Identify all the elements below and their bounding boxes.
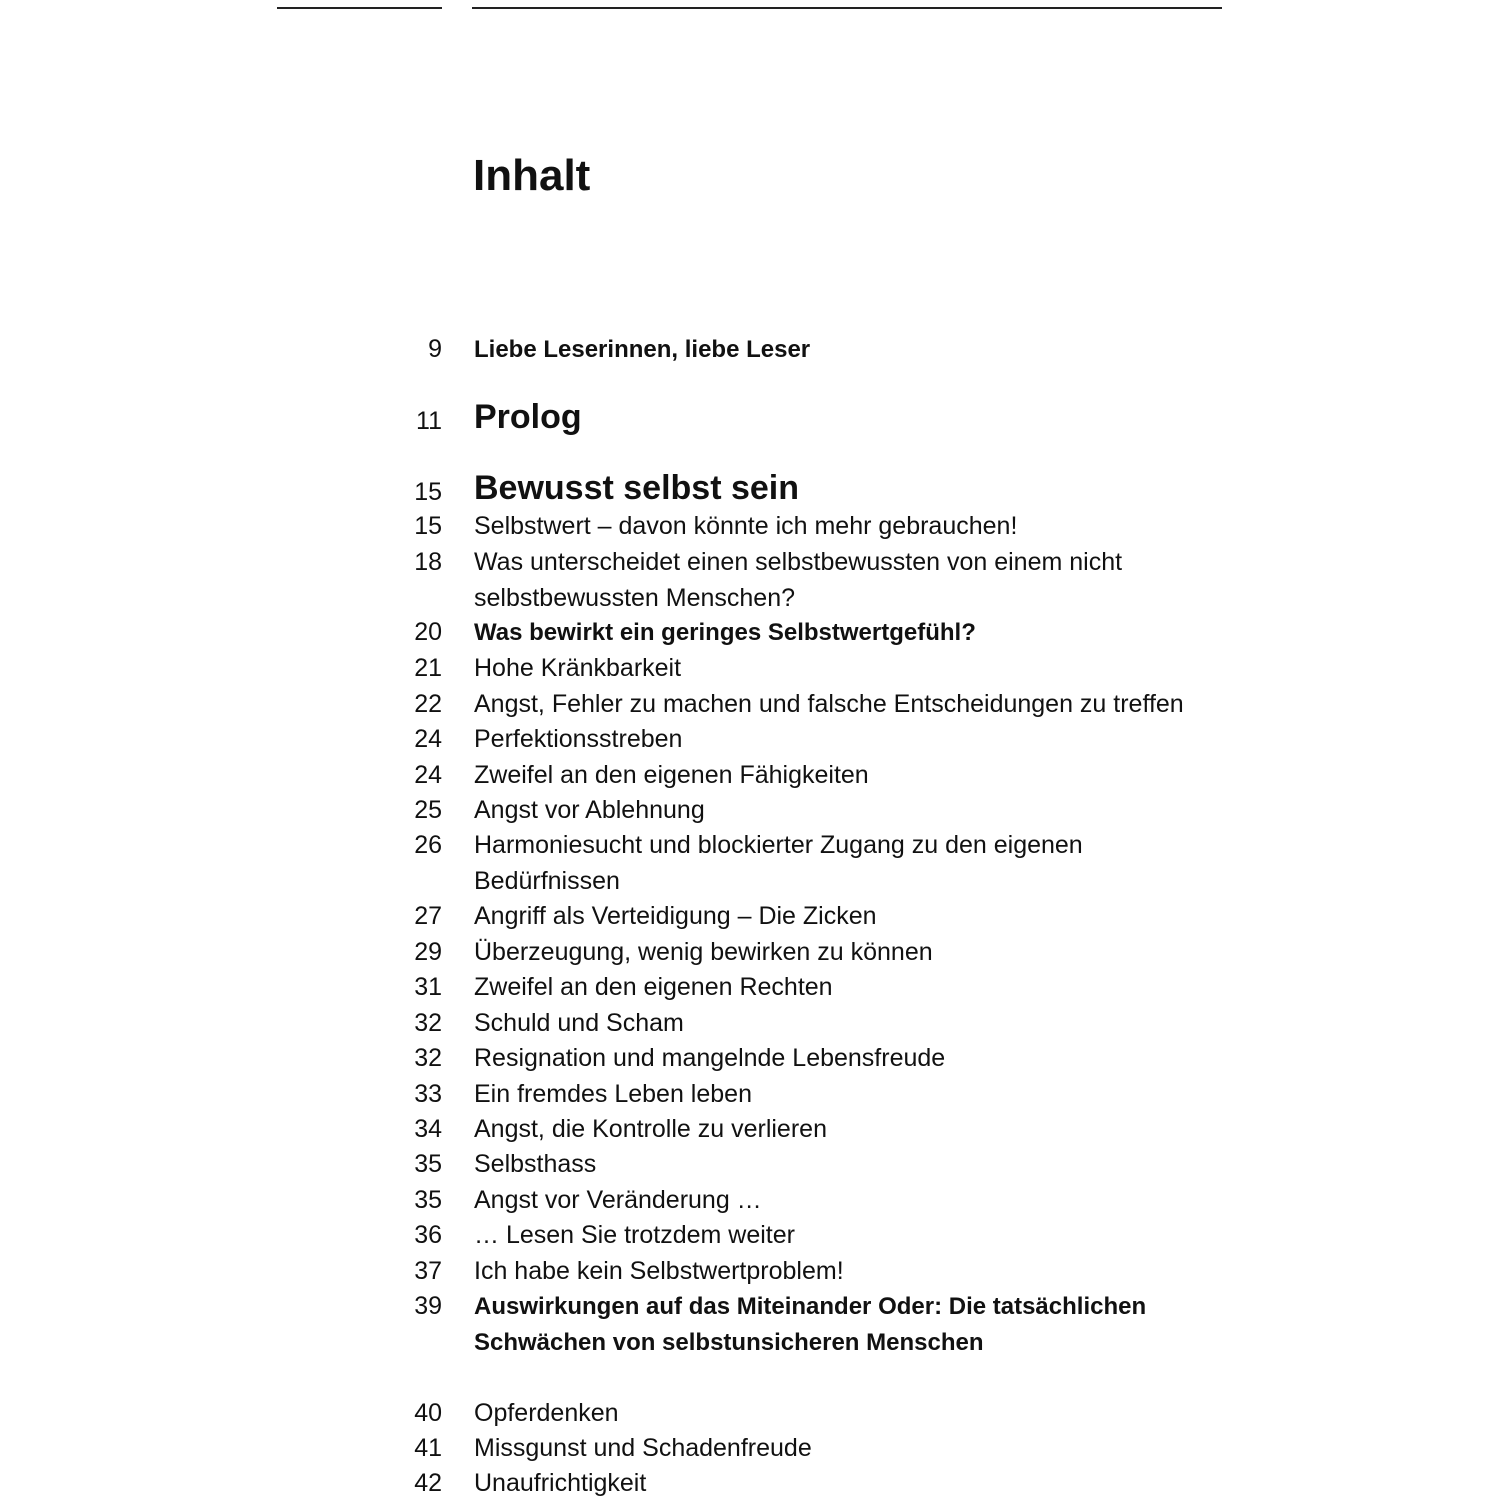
- toc-entry-title: Zweifel an den eigenen Fähigkeiten: [474, 761, 869, 789]
- toc-entry-title: … Lesen Sie trotzdem weiter: [474, 1221, 795, 1249]
- toc-page-number: 24: [414, 725, 442, 753]
- toc-page-number: 32: [414, 1009, 442, 1037]
- toc-entry-title: Angst, Fehler zu machen und falsche Entscheidungen zu treffen: [474, 690, 1184, 718]
- toc-entry-title: Ich habe kein Selbstwertproblem!: [474, 1257, 844, 1285]
- page-title: Inhalt: [473, 151, 591, 200]
- toc-entry-title: Missgunst und Schadenfreude: [474, 1434, 812, 1462]
- toc-page-number: 31: [414, 973, 442, 1001]
- toc-entry-title: Zweifel an den eigenen Rechten: [474, 973, 833, 1001]
- toc-page-number: 15: [414, 478, 442, 506]
- toc-page-number: 20: [414, 618, 442, 646]
- toc-page-number: 32: [414, 1044, 442, 1072]
- header-rule-left: [277, 7, 442, 9]
- toc-page-number: 33: [414, 1080, 442, 1108]
- toc-entry-title: Selbstwert – davon könnte ich mehr gebrauchen!: [474, 512, 1018, 540]
- toc-entry-title: Angst vor Veränderung …: [474, 1186, 762, 1214]
- toc-page-number: 39: [414, 1292, 442, 1320]
- toc-page-number: 41: [414, 1434, 442, 1462]
- toc-page-number: 27: [414, 902, 442, 930]
- toc-entry-title: Bewusst selbst sein: [474, 469, 800, 507]
- toc-entry-title: Unaufrichtigkeit: [474, 1469, 647, 1497]
- toc-entry-title: Überzeugung, wenig bewirken zu können: [474, 938, 933, 966]
- toc-page-number: 25: [414, 796, 442, 824]
- toc-entry-title: Angst, die Kontrolle zu verlieren: [474, 1115, 827, 1143]
- toc-page-number: 26: [414, 831, 442, 859]
- toc-page-number: 35: [414, 1150, 442, 1178]
- toc-page-number: 24: [414, 761, 442, 789]
- toc-page-number: 15: [414, 512, 442, 540]
- toc-page-number: 35: [414, 1186, 442, 1214]
- header-rule-right: [472, 7, 1222, 9]
- toc-entry-title: Perfektionsstreben: [474, 725, 683, 753]
- toc-page-number: 18: [414, 548, 442, 576]
- toc-page-number: 42: [414, 1469, 442, 1497]
- toc-entry-title: Was unterscheidet einen selbstbewussten von einem nicht selbstbewussten Menschen?: [474, 548, 1123, 612]
- toc-page-number: 9: [428, 335, 442, 363]
- toc-page-number: 37: [414, 1257, 442, 1285]
- toc-entry-title: Resignation und mangelnde Lebensfreude: [474, 1044, 946, 1072]
- toc-entry-title: Schuld und Scham: [474, 1009, 684, 1037]
- toc-entry-title: Auswirkungen auf das Miteinander Oder: Die tatsächlichen Schwächen von selbstunsicheren Menschen: [474, 1293, 1147, 1356]
- toc-entry-title: Ein fremdes Leben leben: [474, 1080, 752, 1108]
- toc-entry-title: Prolog: [474, 398, 582, 436]
- toc-entry-title: Harmoniesucht und blockierter Zugang zu den eigenen Bedürfnissen: [474, 831, 1083, 895]
- toc-page-number: 34: [414, 1115, 442, 1143]
- toc-page-number: 21: [414, 654, 442, 682]
- toc-page-number: 11: [416, 407, 442, 435]
- toc-entry-title: Liebe Leserinnen, liebe Leser: [474, 336, 811, 363]
- toc-entry-title: Was bewirkt ein geringes Selbstwertgefühl?: [474, 619, 976, 646]
- toc-entry-title: Opferdenken: [474, 1399, 619, 1427]
- toc-page-number: 22: [414, 690, 442, 718]
- toc-page-number: 40: [414, 1399, 442, 1427]
- toc-entry-title: Hohe Kränkbarkeit: [474, 654, 682, 682]
- toc-entry-title: Angst vor Ablehnung: [474, 796, 705, 824]
- toc-entry-title: Angriff als Verteidigung – Die Zicken: [474, 902, 877, 930]
- toc-entry-title: Selbsthass: [474, 1150, 597, 1178]
- toc-page-number: 29: [414, 938, 442, 966]
- toc-page-number: 36: [414, 1221, 442, 1249]
